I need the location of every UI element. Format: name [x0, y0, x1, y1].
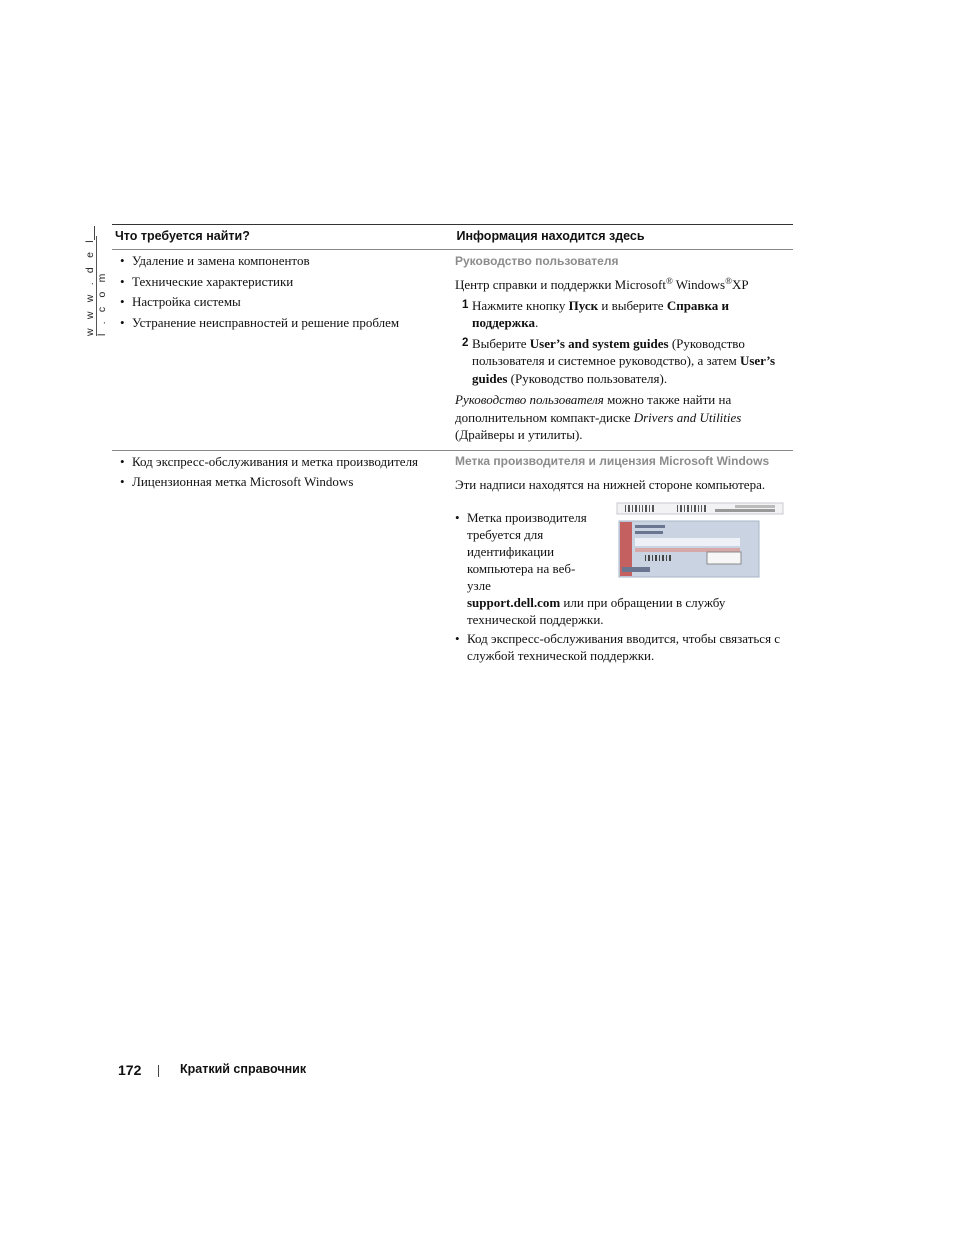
info-table: [112, 224, 793, 664]
table-row: [112, 451, 793, 665]
label-bullets: [455, 509, 793, 664]
row2-list: [112, 452, 452, 493]
row1-right: [452, 251, 793, 450]
footer-title: Краткий справочник: [180, 1062, 307, 1076]
support-site-text: support.dell.com или при обращении в службу технической поддержки.: [467, 595, 726, 627]
list-item: • Технические характеристики: [120, 272, 452, 293]
help-center-text: Центр справки и поддержки Microsoft® Windows®XP: [455, 276, 749, 292]
header-right: Информация находится здесь: [456, 229, 645, 243]
list-item: • Код экспресс-обслуживания и метка производителя: [120, 452, 452, 473]
header-left: Что требуется найти?: [115, 229, 250, 243]
list-item: • Лицензионная метка Microsoft Windows: [120, 472, 452, 493]
support-link-text: support.dell.com: [467, 595, 561, 610]
list-item: • Устранение неисправностей и решение проблем: [120, 313, 452, 334]
side-url: w w w . d e l l . c o m: [84, 237, 108, 336]
section-title: Метка производителя и лицензия Microsoft Windows: [455, 453, 770, 468]
list-item: • Метка производителя требуется для идентификации компьютера на веб-узле: [455, 509, 595, 594]
page-number: 172: [118, 1062, 142, 1078]
list-item: • Удаление и замена компонентов: [120, 251, 452, 272]
list-item: • Настройка системы: [120, 292, 452, 313]
table-row: [112, 250, 793, 450]
section-title: Руководство пользователя: [455, 254, 619, 268]
row1-list: [112, 251, 452, 333]
list-item: • Код экспресс-обслуживания вводится, чтобы связаться с службой технической поддержки.: [455, 630, 793, 664]
row2-right: [452, 452, 793, 665]
row1-left: [112, 251, 452, 450]
row2-left: [112, 452, 452, 665]
step-1: 1 Нажмите кнопку Пуск и выберите Справка и поддержка.: [462, 297, 729, 330]
table-header: [112, 225, 793, 249]
footer-divider: [158, 1065, 159, 1077]
cd-note: Руководство пользователя можно также найти на дополнительном компакт-диске Drivers and Utilities (Драйверы и утилиты).: [455, 392, 742, 442]
step-2: 2 Выберите User’s and system guides (Руководство пользователя и системное руководство), а затем User’s guides (Руководство пользователя).: [462, 335, 776, 386]
service-tag-label-image: [615, 501, 785, 583]
page-footer: [118, 1062, 307, 1078]
location-text: Эти надписи находятся на нижней стороне компьютера.: [455, 476, 766, 492]
label-picture: [615, 501, 785, 583]
